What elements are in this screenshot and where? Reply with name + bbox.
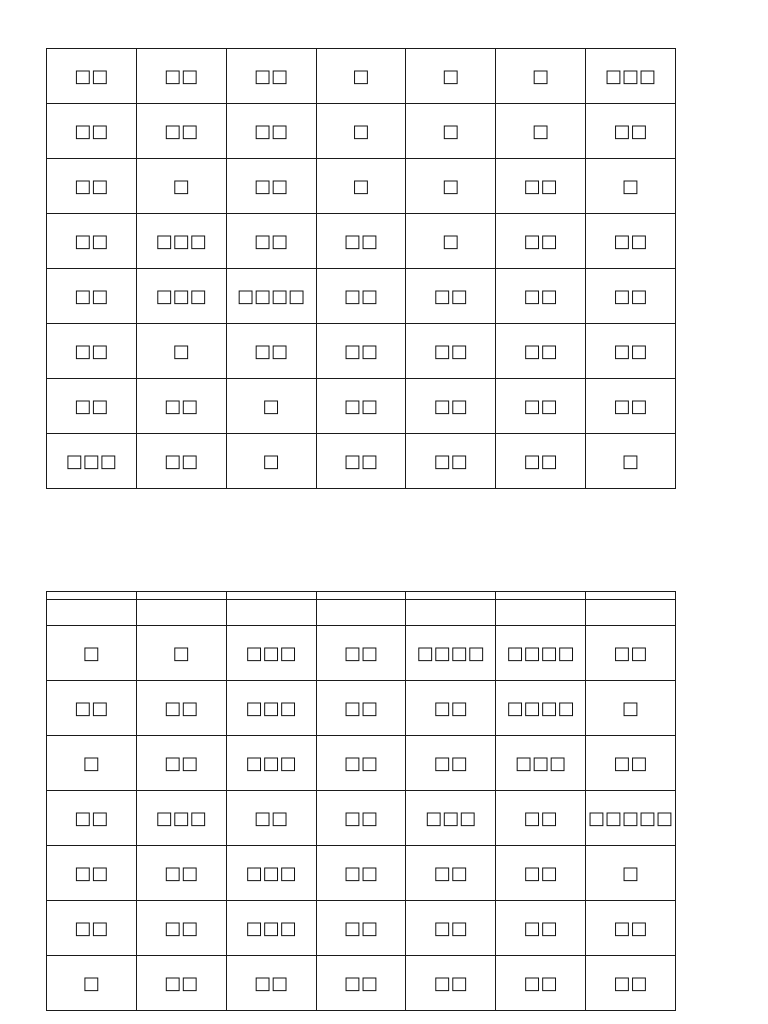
table-cell: □□ — [136, 434, 226, 489]
table-cell: □□ — [136, 379, 226, 434]
table-row — [47, 324, 676, 379]
table-upper — [46, 48, 676, 489]
table-cell: □ — [406, 214, 496, 269]
table-cell: □□ — [586, 901, 676, 956]
table-row — [47, 736, 676, 791]
table-cell: □□ — [496, 901, 586, 956]
table-cell: □□ — [586, 104, 676, 159]
table-lower — [46, 591, 676, 1011]
table-cell: □ — [496, 49, 586, 104]
table-cell: □□□ — [226, 901, 316, 956]
table-cell: □□ — [47, 214, 137, 269]
table-cell: □□ — [586, 736, 676, 791]
table-cell: □ — [406, 49, 496, 104]
table-cell: □□□ — [226, 681, 316, 736]
table-cell: □□□ — [586, 49, 676, 104]
table-cell: □□ — [226, 159, 316, 214]
table-cell: □□ — [586, 379, 676, 434]
table-row — [47, 681, 676, 736]
table-cell: □□ — [47, 324, 137, 379]
table-cell: □□ — [316, 269, 406, 324]
table-cell: □ — [47, 956, 137, 1011]
table-cell — [47, 600, 137, 626]
table-cell: □□ — [586, 956, 676, 1011]
table-cell: □□ — [47, 269, 137, 324]
table-cell: □□ — [136, 681, 226, 736]
table-cell: □ — [316, 104, 406, 159]
table-cell — [586, 592, 676, 600]
table-cell: □□ — [226, 49, 316, 104]
table-cell: □□ — [47, 49, 137, 104]
table-cell: □□ — [316, 791, 406, 846]
table-cell: □□ — [136, 736, 226, 791]
table-cell: □□ — [406, 681, 496, 736]
table-row — [47, 379, 676, 434]
table-row — [47, 214, 676, 269]
table-cell: □□ — [496, 214, 586, 269]
table-cell: □□ — [586, 214, 676, 269]
table-row — [47, 600, 676, 626]
table-cell — [406, 592, 496, 600]
table-cell: □□ — [226, 324, 316, 379]
table-cell: □□ — [47, 791, 137, 846]
table-cell: □□ — [586, 269, 676, 324]
table-cell: □□ — [496, 324, 586, 379]
table-cell: □□ — [136, 104, 226, 159]
table-cell — [316, 592, 406, 600]
table-cell — [586, 600, 676, 626]
table-cell: □ — [586, 846, 676, 901]
table-cell: □ — [47, 626, 137, 681]
table-cell: □ — [136, 626, 226, 681]
table-cell: □□ — [406, 434, 496, 489]
table-cell: □ — [226, 379, 316, 434]
table-cell: □□□ — [226, 736, 316, 791]
table-cell: □ — [586, 434, 676, 489]
table-cell: □□□ — [136, 269, 226, 324]
table-cell: □ — [316, 49, 406, 104]
table-cell: □□ — [47, 901, 137, 956]
table-cell: □□□ — [136, 791, 226, 846]
table-cell: □□ — [226, 214, 316, 269]
table-cell: □□ — [586, 324, 676, 379]
table-cell: □□ — [316, 901, 406, 956]
table-cell — [496, 600, 586, 626]
table-cell: □□ — [226, 791, 316, 846]
table-cell: □□ — [136, 49, 226, 104]
table-cell: □□□□ — [496, 681, 586, 736]
table-cell: □□ — [496, 159, 586, 214]
table-cell: □□ — [136, 956, 226, 1011]
table-cell: □□ — [316, 379, 406, 434]
table-cell: □□ — [316, 434, 406, 489]
table-cell: □□ — [496, 269, 586, 324]
table-cell: □□□□ — [226, 269, 316, 324]
table-cell: □□ — [316, 681, 406, 736]
table-cell: □□ — [406, 379, 496, 434]
table-cell — [316, 600, 406, 626]
table-cell — [406, 600, 496, 626]
table-cell: □□ — [496, 379, 586, 434]
table-cell: □□ — [47, 379, 137, 434]
table-row — [47, 901, 676, 956]
table-cell: □ — [136, 159, 226, 214]
table-row — [47, 626, 676, 681]
table-cell: □□ — [47, 846, 137, 901]
table-cell: □□ — [316, 214, 406, 269]
table-cell: □□□ — [226, 626, 316, 681]
table-cell: □ — [586, 159, 676, 214]
table-cell: □□ — [316, 324, 406, 379]
table-cell: □ — [406, 159, 496, 214]
table-cell: □□□ — [496, 736, 586, 791]
table-cell — [226, 592, 316, 600]
table-cell: □□ — [316, 626, 406, 681]
table-cell: □ — [586, 681, 676, 736]
table-row — [47, 269, 676, 324]
table-row — [47, 104, 676, 159]
table-cell: □□ — [496, 791, 586, 846]
table-row — [47, 846, 676, 901]
table-cell: □□ — [47, 159, 137, 214]
table-cell: □□ — [496, 956, 586, 1011]
table-cell: □□□ — [226, 846, 316, 901]
table-cell: □□□ — [136, 214, 226, 269]
table-cell: □□ — [586, 626, 676, 681]
table-cell: □□ — [136, 901, 226, 956]
table-cell: □ — [47, 736, 137, 791]
table-cell: □□□□□ — [586, 791, 676, 846]
table-row — [47, 956, 676, 1011]
table-cell: □□ — [406, 901, 496, 956]
table-cell: □□ — [406, 736, 496, 791]
table-row — [47, 791, 676, 846]
table-cell: □□ — [136, 846, 226, 901]
table-cell — [47, 592, 137, 600]
table-cell: □□□ — [406, 791, 496, 846]
table-cell — [136, 592, 226, 600]
table-cell: □□□□ — [496, 626, 586, 681]
table-cell: □□ — [226, 956, 316, 1011]
table-row — [47, 592, 676, 600]
table-cell: □□ — [406, 269, 496, 324]
table-cell: □□□ — [47, 434, 137, 489]
table-cell: □□ — [406, 324, 496, 379]
table-cell: □ — [496, 104, 586, 159]
table-cell: □□ — [496, 846, 586, 901]
table-cell: □□ — [316, 956, 406, 1011]
table-cell — [496, 592, 586, 600]
table-cell: □□ — [406, 956, 496, 1011]
table-cell: □□ — [47, 104, 137, 159]
table-cell: □□ — [316, 736, 406, 791]
table-cell: □ — [316, 159, 406, 214]
table-cell: □ — [226, 434, 316, 489]
table-row — [47, 159, 676, 214]
table-cell: □□ — [496, 434, 586, 489]
table-cell: □□ — [316, 846, 406, 901]
table-cell: □□ — [406, 846, 496, 901]
table-cell: □ — [406, 104, 496, 159]
table-cell: □□ — [226, 104, 316, 159]
table-cell — [226, 600, 316, 626]
table-row — [47, 434, 676, 489]
table-cell: □ — [136, 324, 226, 379]
table-row — [47, 49, 676, 104]
table-cell — [136, 600, 226, 626]
table-cell: □□□□ — [406, 626, 496, 681]
table-cell: □□ — [47, 681, 137, 736]
